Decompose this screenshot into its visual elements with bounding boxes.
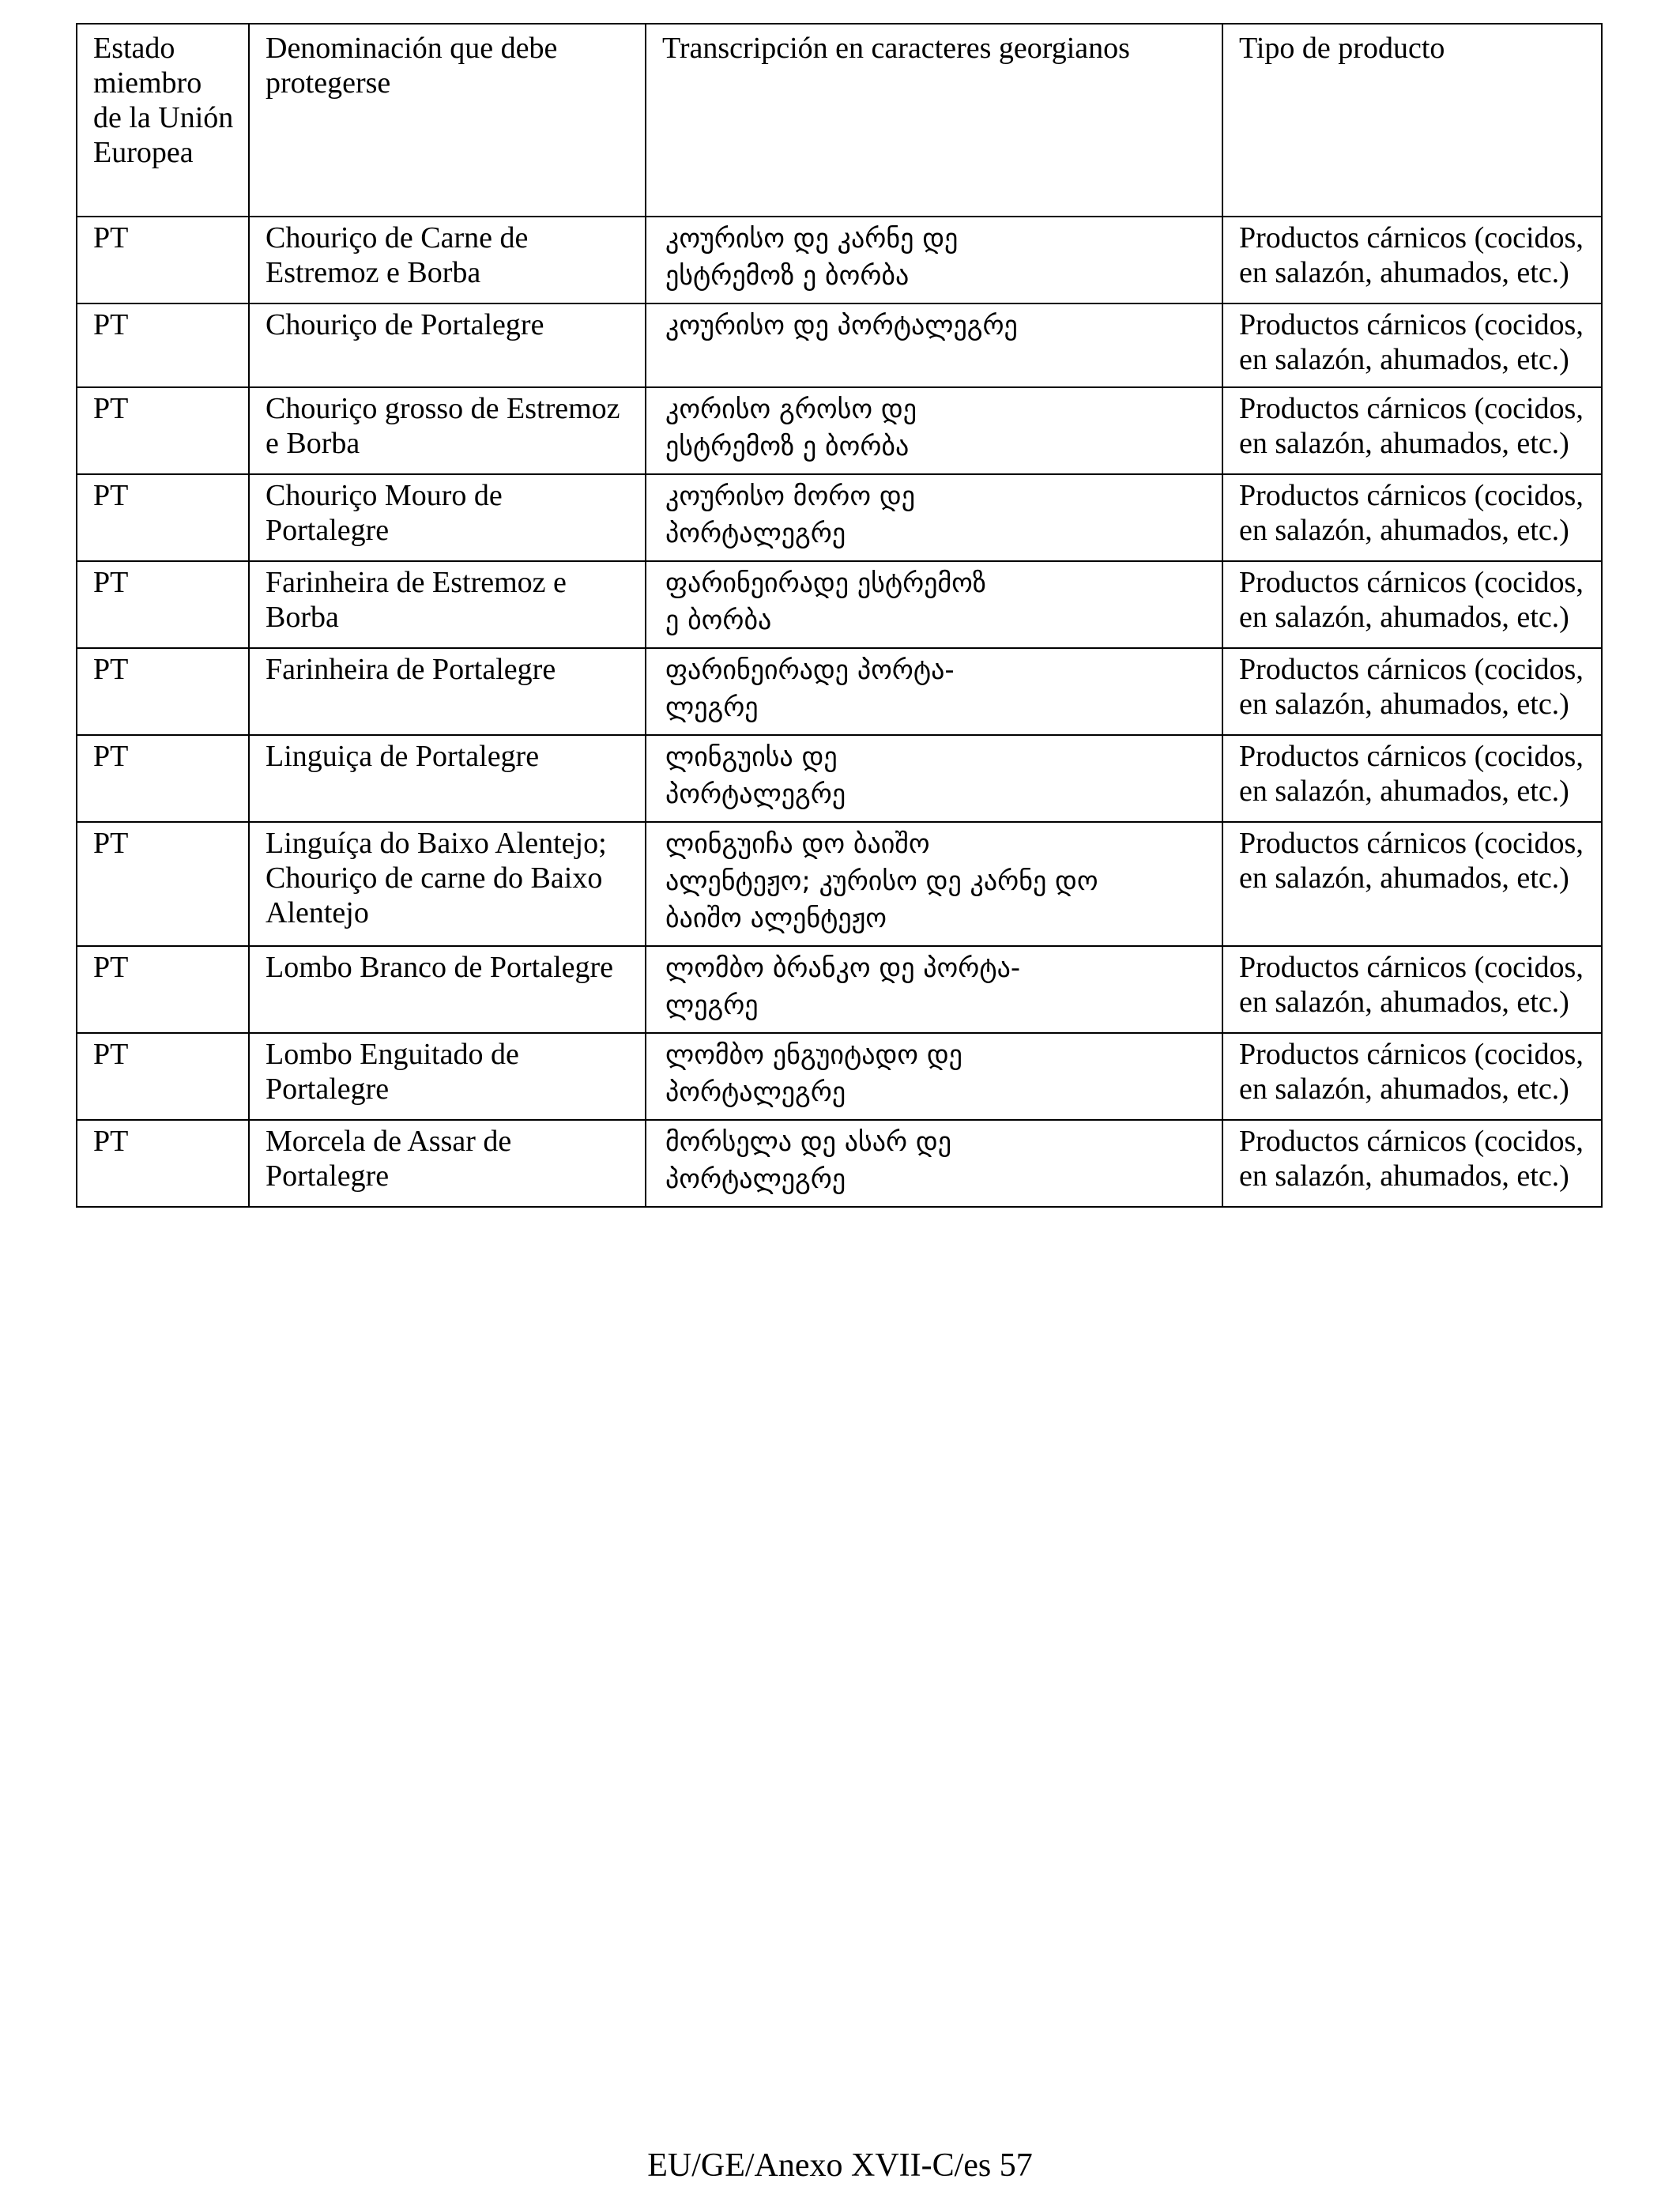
cell-georgian-transcription [646,387,1222,474]
header-transcription: Transcripción en caracteres georgianos [646,24,1222,217]
cell-georgian-transcription [646,648,1222,735]
cell-member-state: PT [77,303,249,387]
cell-product-type: Productos cárnicos (cocidos, en salazón, ahumados, etc.) [1222,648,1602,735]
cell-georgian-transcription [646,735,1222,822]
table-row [77,303,1602,387]
geographical-indications-table [76,23,1603,1208]
transcription-line: ესტრემოზ ე ბორბა [665,260,910,292]
transcription-line: ბაიშო ალენტეჟო [665,903,887,934]
cell-member-state: PT [77,474,249,561]
transcription-line: ფარინეირადე ესტრემოზ [665,567,986,599]
table-row [77,1120,1602,1207]
transcription-line: კოურისო დე კარნე დე [665,223,959,254]
cell-product-type: Productos cárnicos (cocidos, en salazón, ahumados, etc.) [1222,1033,1602,1120]
transcription-line: მორსელა დე ასარ დე [665,1126,951,1158]
transcription-line: ლეგრე [665,990,759,1021]
transcription-line: პორტალეგრე [665,1076,846,1108]
cell-denomination: Lombo Branco de Portalegre [249,946,646,1033]
header-product-type: Tipo de producto [1222,24,1602,217]
table-row [77,387,1602,474]
table-row [77,217,1602,303]
cell-denomination: Chouriço de Carne de Estremoz e Borba [249,217,646,303]
table-row [77,735,1602,822]
cell-denomination: Chouriço de Portalegre [249,303,646,387]
transcription-line: ლინგუისა დე [665,741,838,773]
cell-member-state: PT [77,387,249,474]
cell-member-state: PT [77,735,249,822]
header-row [77,24,1602,217]
cell-denomination: Linguíça do Baixo Alentejo; Chouriço de carne do Baixo Alentejo [249,822,646,946]
cell-member-state: PT [77,217,249,303]
table-row [77,1033,1602,1120]
cell-product-type: Productos cárnicos (cocidos, en salazón, ahumados, etc.) [1222,946,1602,1033]
transcription-line: კოურისო მორო დე [665,481,915,512]
transcription-line: ლომბო ენგუიტადო დე [665,1039,962,1071]
header-member-state: Estado miembro de la Unión Europea [77,24,249,217]
transcription-line: ლომბო ბრანკო დე პორტა- [665,952,1021,984]
transcription-line: ფარინეირადე პორტა- [665,654,955,686]
cell-member-state: PT [77,822,249,946]
transcription-line: პორტალეგრე [665,778,846,810]
cell-product-type: Productos cárnicos (cocidos, en salazón, ahumados, etc.) [1222,822,1602,946]
cell-product-type: Productos cárnicos (cocidos, en salazón, ahumados, etc.) [1222,387,1602,474]
table-row [77,648,1602,735]
table-row [77,946,1602,1033]
cell-product-type: Productos cárnicos (cocidos, en salazón, ahumados, etc.) [1222,217,1602,303]
cell-denomination: Farinheira de Estremoz e Borba [249,561,646,648]
transcription-line: ლინგუიჩა დო ბაიშო [665,828,930,860]
cell-member-state: PT [77,1033,249,1120]
transcription-line: ლეგრე [665,692,759,723]
transcription-line: ე ბორბა [665,605,772,636]
cell-member-state: PT [77,648,249,735]
cell-georgian-transcription [646,303,1222,387]
cell-product-type: Productos cárnicos (cocidos, en salazón, ahumados, etc.) [1222,1120,1602,1207]
cell-denomination: Chouriço grosso de Estremoz e Borba [249,387,646,474]
table-row [77,561,1602,648]
table-header [77,24,1602,217]
header-denomination: Denominación que debe protegerse [249,24,646,217]
cell-denomination: Chouriço Mouro de Portalegre [249,474,646,561]
cell-member-state: PT [77,946,249,1033]
table-row [77,822,1602,946]
cell-georgian-transcription [646,946,1222,1033]
transcription-line: პორტალეგრე [665,1163,846,1195]
cell-product-type: Productos cárnicos (cocidos, en salazón, ahumados, etc.) [1222,735,1602,822]
cell-georgian-transcription [646,1033,1222,1120]
page-footer-reference: EU/GE/Anexo XVII-C/es 57 [647,2147,1033,2184]
cell-member-state: PT [77,561,249,648]
cell-georgian-transcription [646,561,1222,648]
cell-georgian-transcription [646,217,1222,303]
transcription-line: კორისო გროსო დე [665,394,917,425]
cell-denomination: Linguiça de Portalegre [249,735,646,822]
cell-denomination: Farinheira de Portalegre [249,648,646,735]
cell-product-type: Productos cárnicos (cocidos, en salazón, ahumados, etc.) [1222,303,1602,387]
cell-georgian-transcription [646,474,1222,561]
transcription-line: ალენტეჟო; კურისო დე კარნე დო [665,865,1098,897]
cell-product-type: Productos cárnicos (cocidos, en salazón, ahumados, etc.) [1222,561,1602,648]
cell-denomination: Lombo Enguitado de Portalegre [249,1033,646,1120]
transcription-line: კოურისო დე პორტალეგრე [665,310,1018,341]
cell-product-type: Productos cárnicos (cocidos, en salazón, ahumados, etc.) [1222,474,1602,561]
cell-denomination: Morcela de Assar de Portalegre [249,1120,646,1207]
cell-georgian-transcription [646,1120,1222,1207]
transcription-line: ესტრემოზ ე ბორბა [665,431,910,462]
cell-member-state: PT [77,1120,249,1207]
cell-georgian-transcription [646,822,1222,946]
table-row [77,474,1602,561]
transcription-line: პორტალეგრე [665,518,846,549]
table-body [77,217,1602,1207]
